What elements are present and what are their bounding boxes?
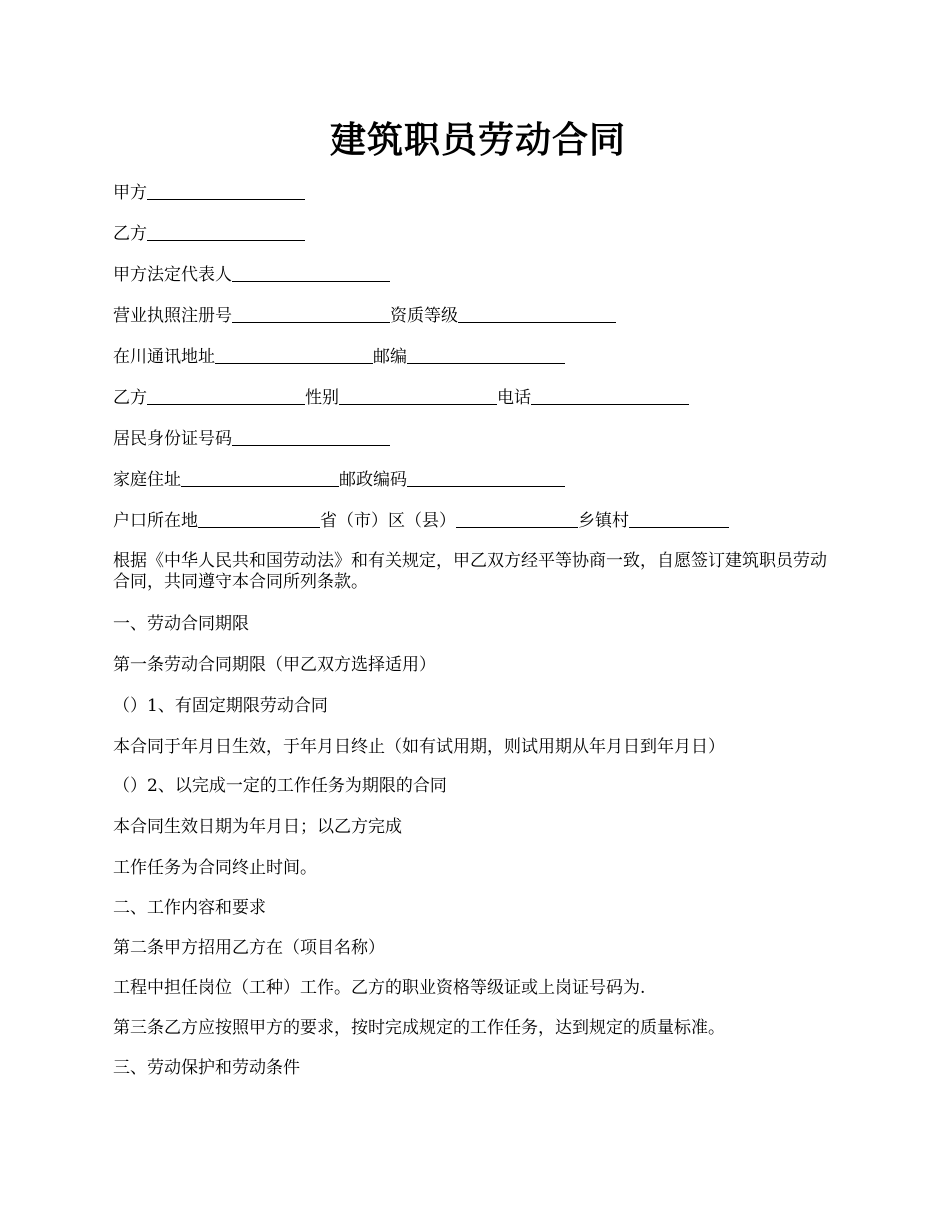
blank-line[interactable] (629, 510, 729, 528)
clause-line: 第一条劳动合同期限（甲乙双方选择适用） (113, 655, 436, 675)
field-label: 在川通讯地址 (113, 347, 215, 367)
field-label: 性别 (305, 388, 339, 408)
blank-line[interactable] (407, 346, 565, 364)
field-label: 资质等级 (390, 306, 458, 326)
field-label: 乙方 (113, 388, 147, 408)
section-heading: 一、劳动合同期限 (113, 614, 249, 634)
clause-line: 第二条甲方招用乙方在（项目名称） (113, 938, 385, 958)
blank-line[interactable] (198, 510, 320, 528)
field-label: 电话 (497, 388, 531, 408)
blank-line[interactable] (232, 305, 390, 323)
blank-line[interactable] (339, 387, 497, 405)
clause-line: 工程中担任岗位（工种）工作。乙方的职业资格等级证或上岗证号码为. (113, 978, 646, 998)
document-title: 建筑职员劳动合同 (329, 119, 626, 161)
field-legal-rep (113, 264, 390, 286)
field-label: 营业执照注册号 (113, 306, 232, 326)
field-hukou (113, 510, 729, 532)
blank-line[interactable] (531, 387, 689, 405)
intro-paragraph: 根据《中华人民共和国劳动法》和有关规定，甲乙双方经平等协商一致，自愿签订建筑职员劳动合同，共同遵守本合同所列条款。 (113, 551, 827, 592)
field-id-card (113, 428, 390, 450)
blank-line[interactable] (147, 387, 305, 405)
field-label: 邮编 (373, 347, 407, 367)
field-label: 省（市）区（县） (320, 511, 456, 531)
blank-line[interactable] (232, 264, 390, 282)
field-party-b (113, 223, 305, 245)
clause-line: 本合同于年月日生效，于年月日终止（如有试用期，则试用期从年月日到年月日） (113, 737, 725, 757)
clause-line: （）2、以完成一定的工作任务为期限的合同 (113, 776, 447, 796)
blank-line[interactable] (456, 510, 578, 528)
blank-line[interactable] (147, 182, 305, 200)
blank-line[interactable] (181, 469, 339, 487)
clause-line: 第三条乙方应按照甲方的要求，按时完成规定的工作任务，达到规定的质量标准。 (113, 1018, 725, 1038)
field-home-address-postal (113, 469, 565, 491)
field-label: 甲方法定代表人 (113, 265, 232, 285)
section-heading: 三、劳动保护和劳动条件 (113, 1058, 300, 1078)
blank-line[interactable] (232, 428, 390, 446)
blank-line[interactable] (147, 223, 305, 241)
field-label: 甲方 (113, 183, 147, 203)
field-address-postcode (113, 346, 565, 368)
field-label: 乡镇村 (578, 511, 629, 531)
blank-line[interactable] (458, 305, 616, 323)
blank-line[interactable] (215, 346, 373, 364)
field-label: 邮政编码 (339, 470, 407, 490)
field-label: 家庭住址 (113, 470, 181, 490)
field-party-b-gender-phone (113, 387, 689, 409)
field-label: 乙方 (113, 224, 147, 244)
field-label: 居民身份证号码 (113, 429, 232, 449)
clause-line: （）1、有固定期限劳动合同 (113, 696, 328, 716)
clause-line: 工作任务为合同终止时间。 (113, 858, 317, 878)
field-label: 户口所在地 (113, 511, 198, 531)
clause-line: 本合同生效日期为年月日；以乙方完成 (113, 817, 402, 837)
field-party-a (113, 182, 305, 204)
blank-line[interactable] (407, 469, 565, 487)
field-license-qualification (113, 305, 616, 327)
section-heading: 二、工作内容和要求 (113, 898, 266, 918)
